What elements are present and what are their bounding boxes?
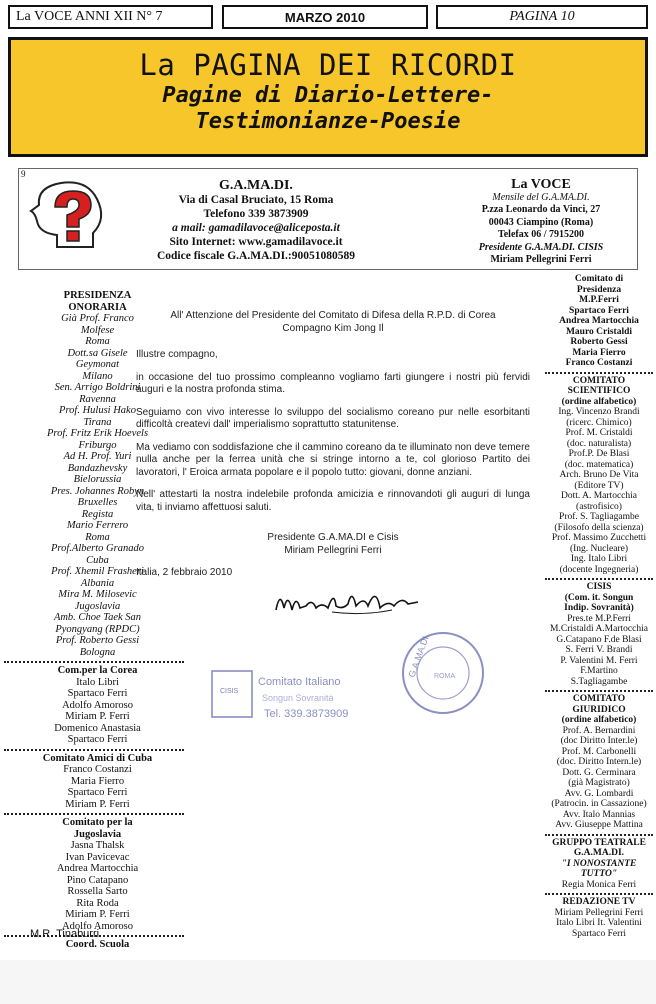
voce-president: Presidente G.A.MA.DI. CISIS <box>478 241 604 253</box>
section-heading: Indip. Sovranità) <box>564 603 634 613</box>
list-item: Spartaco Ferri <box>67 734 128 745</box>
list-item: Cuba <box>86 554 109 566</box>
voce-person: Miriam Pellegrini Ferri <box>490 254 592 265</box>
gamadi-fiscal: Codice fiscale G.A.MA.DI.:90051080589 <box>156 250 356 262</box>
card-number: 9 <box>21 169 26 179</box>
question-head-logo <box>27 177 113 251</box>
svg-text:G.A.MA.DI.: G.A.MA.DI. <box>406 632 432 679</box>
section-heading: (ordine alfabetico) <box>561 715 637 725</box>
list-item: Ad H. Prof. Yuri <box>63 451 132 462</box>
list-item: Ing. Vincenzo Brandi <box>558 407 640 417</box>
section-heading: G.A.MA.DI. <box>573 848 625 858</box>
dotted-divider <box>4 661 184 663</box>
list-item: (doc. Diritto Intern.le) <box>556 757 642 767</box>
page-subtitle-2: Testimonianze-Poesie <box>195 109 461 134</box>
section-heading: REDAZIONE TV <box>562 897 636 907</box>
list-item: (Filosofo della scienza) <box>554 522 644 533</box>
list-item: Pino Catapano <box>66 874 129 886</box>
section-heading: Com.per la Corea <box>57 665 138 676</box>
list-item: Spartaco Ferri <box>67 688 128 699</box>
list-item: Italo Libri It. Valentini <box>556 918 642 928</box>
list-item: Roma <box>85 336 110 347</box>
list-item: M.Cristaldi A.Martocchia <box>550 624 648 634</box>
dotted-divider <box>545 372 653 374</box>
list-item: Maria Fierro <box>70 775 125 787</box>
list-item: TUTTO" <box>580 869 618 879</box>
section-heading: Coord. Scuola <box>65 939 130 950</box>
list-item: Roma <box>85 531 110 543</box>
page-bottom-margin <box>0 960 656 1004</box>
section-heading: Comitato di <box>574 274 624 284</box>
list-item: (Editore TV) <box>574 480 624 491</box>
voce-info <box>451 179 631 267</box>
list-item: F.Martino <box>580 666 618 676</box>
list-item: Prof. S. Tagliagambe <box>559 512 639 522</box>
section-heading: Andrea Martocchia <box>559 316 639 326</box>
letterhead-card <box>18 168 638 270</box>
section-heading: COMITATO <box>572 375 626 386</box>
svg-text:CISIS: CISIS <box>220 688 239 695</box>
list-item: Adolfo Amoroso <box>62 920 133 932</box>
issue-text: La VOCE ANNI XII N° 7 <box>16 9 163 24</box>
list-item: (doc. naturalista) <box>566 438 632 449</box>
list-item: Dott.sa Gisele <box>67 347 128 359</box>
svg-text:Comitato Italiano: Comitato Italiano <box>258 676 341 688</box>
page-title: La PAGINA DEI RICORDI <box>139 48 517 82</box>
section-heading: Comitato Amici di Cuba <box>42 752 153 764</box>
list-item: Miriam P. Ferri <box>65 909 130 920</box>
issue-label <box>8 5 213 29</box>
list-item: Amb. Choe Taek San <box>53 612 142 623</box>
section-heading: Mauro Cristaldi <box>565 326 633 337</box>
svg-text:Tel. 339.3873909: Tel. 339.3873909 <box>264 708 349 720</box>
list-item: Bruxelles <box>77 497 118 508</box>
list-item: Pres. Johannes Robyn <box>50 485 145 497</box>
list-item: Arch. Bruno De Vita <box>559 470 639 480</box>
gamadi-name: G.A.MA.DI. <box>219 178 293 193</box>
list-item: Prof. Fritz Erik Hoevels <box>46 428 149 439</box>
list-item: Adolfo Amoroso <box>62 699 133 711</box>
list-item: (Ing. Nucleare) <box>569 543 629 554</box>
section-heading: Comitato per la <box>62 817 133 828</box>
dotted-divider <box>545 578 653 580</box>
list-item: Avv. G. Lombardi <box>564 788 634 799</box>
section-heading: SCIENTIFICO <box>567 386 631 396</box>
cisis-stamp <box>210 665 375 725</box>
voce-fax: Telefax 06 / 7915200 <box>497 229 584 240</box>
list-item: S.Tagliagambe <box>570 676 628 687</box>
list-item: Prof.Alberto Granado <box>51 543 144 554</box>
section-heading: CISIS <box>586 582 612 592</box>
list-item: P. Valentini M. Ferri <box>560 655 638 666</box>
signatory-line-1: Presidente G.A.MA.DI e Cisis <box>267 532 399 543</box>
list-item: Avv. Italo Mannias <box>562 809 636 820</box>
list-item: Spartaco Ferri <box>571 928 627 939</box>
dotted-divider <box>545 893 653 895</box>
list-item: "I NONOSTANTE <box>561 858 637 869</box>
list-item: Jasna Thalsk <box>70 840 125 851</box>
list-item: Regista <box>81 508 114 520</box>
section-heading: Franco Costanzi <box>565 358 633 368</box>
gamadi-info <box>127 179 385 263</box>
list-item: Pres.te M.P.Ferri <box>567 613 631 624</box>
section-heading: GRUPPO TEATRALE <box>552 837 646 848</box>
list-item: Spartaco Ferri <box>67 787 128 798</box>
list-item: Friburgo <box>78 439 117 451</box>
gamadi-email[interactable]: a mail: gamadilavoce@aliceposta.it <box>172 222 340 234</box>
list-item: (Patrocin. in Cassazione) <box>551 799 647 809</box>
list-item: (docente Ingegneria) <box>559 564 639 575</box>
section-heading: PRESIDENZA <box>63 290 132 301</box>
letter-attention <box>136 310 530 335</box>
list-item: Mira M. Milosevic <box>58 589 137 600</box>
list-item: Molfese <box>80 324 115 336</box>
gamadi-address: Via di Casal Bruciato, 15 Roma <box>178 194 334 206</box>
letter-place-date: Italia, 2 febbraio 2010 <box>136 567 233 578</box>
gamadi-site[interactable]: Sito Internet: www.gamadilavoce.it <box>169 236 343 248</box>
list-item: Jugoslavia <box>74 600 121 612</box>
list-item: Prof. M. Cristaldi <box>565 428 633 438</box>
section-heading: (Com. it. Songun <box>564 592 634 603</box>
list-item: (astrofisico) <box>576 501 622 512</box>
list-item: G.Catapano F.de Blasi <box>556 634 642 645</box>
page-subtitle-1: Pagine di Diario-Lettere- <box>162 83 494 108</box>
list-item: Italo Libri <box>76 676 119 688</box>
list-item: Albania <box>80 577 115 589</box>
list-item: Mario Ferrero <box>66 520 129 531</box>
dotted-divider <box>4 749 184 751</box>
gamadi-phone: Telefono 339 3873909 <box>203 208 309 220</box>
list-item: Prof. M. Carbonelli <box>561 746 637 757</box>
voce-subtitle: Mensile del G.A.MA.DI. <box>492 191 590 203</box>
list-item: Prof. Massimo Zucchetti <box>551 533 647 543</box>
letter-paragraph-1: in occasione del tuo prossimo compleanno vogliamo farti giungere i nostri più fervidi auguri e la nostra profonda stima. <box>136 371 530 395</box>
list-item: Milano <box>82 370 113 382</box>
list-item: Avv. Giuseppe Mattina <box>555 820 643 830</box>
page-label <box>436 5 648 29</box>
section-heading: Presidenza <box>576 284 622 295</box>
list-item: Bandazhevsky <box>67 462 128 474</box>
list-item: (doc. matematica) <box>564 459 634 470</box>
list-item: Tirana <box>83 416 112 428</box>
list-item: Sen. Arrigo Boldrini <box>54 382 141 393</box>
list-item: Bielorussia <box>73 474 122 485</box>
date-label <box>222 5 428 29</box>
list-item: Prof.P. De Blasi <box>568 449 630 459</box>
letter-greeting: Illustre compagno, <box>136 349 218 360</box>
list-item: Regia Monica Ferri <box>561 879 637 890</box>
attention-line-2: Compagno Kim Jong Il <box>282 322 384 334</box>
list-item: Rossella Sarto <box>67 886 128 897</box>
list-item: Prof. Hulusi Hako <box>59 405 136 416</box>
left-footer: M.R. Tinaburri <box>30 928 100 940</box>
voce-name: La VOCE <box>511 177 571 192</box>
section-heading: GIURIDICO <box>572 704 626 715</box>
letter <box>136 310 530 580</box>
section-heading: ONORARIA <box>68 301 127 313</box>
svg-text:ROMA: ROMA <box>434 673 455 680</box>
list-item: Già Prof. Franco <box>61 313 134 324</box>
signatory-line-2: Miriam Pellegrini Ferri <box>284 544 382 556</box>
handwritten-signature <box>272 584 422 620</box>
section-heading: (ordine alfabetico) <box>561 396 637 407</box>
letter-signatory <box>136 532 530 557</box>
list-item: Miriam P. Ferri <box>65 798 130 810</box>
dotted-divider <box>545 690 653 692</box>
section-heading: M.P.Ferri <box>579 295 619 305</box>
title-banner <box>8 37 648 157</box>
list-item: Dott. G. Cerminara <box>562 767 636 778</box>
page-text: PAGINA 10 <box>509 9 575 24</box>
list-item: Franco Costanzi <box>63 764 132 775</box>
voce-address: P.zza Leonardo da Vinci, 27 <box>481 204 601 215</box>
list-item: Miriam P. Ferri <box>65 711 130 722</box>
section-heading: Jugoslavia <box>73 828 122 840</box>
list-item: Pyongyang (RPDC) <box>55 623 140 635</box>
list-item: Miriam Pellegrini Ferri <box>554 907 644 918</box>
gamadi-round-stamp <box>398 628 488 718</box>
list-item: Prof. Xhemil Frasheri <box>51 566 144 577</box>
letter-paragraph-3: Ma vediamo con soddisfazione che il cammino coreano da te illuminato non deve temere nulla anche per la ferrea unità che si stringe intorno a te, col glorioso Partito dei lavoratori, l' Eroica armata popolare e il popolo tutto: giovani, donne anziani. <box>136 441 530 478</box>
section-heading: COMITATO <box>572 694 626 704</box>
list-item: Dott. A. Martocchia <box>561 491 637 501</box>
right-column <box>545 274 653 939</box>
section-heading: Maria Fierro <box>572 347 626 358</box>
list-item: Domenico Anastasia <box>54 722 141 734</box>
list-item: Ravenna <box>79 393 116 405</box>
list-item: Ing. Italo Libri <box>570 554 628 564</box>
list-item: Bologna <box>79 646 116 658</box>
list-item: Andrea Martocchia <box>56 863 139 874</box>
letter-paragraph-4: Nell' attestarti la nostra indelebile profonda amicizia e rinnovandoti gli auguri di lunga vita, ti inviamo affettuosi saluti. <box>136 489 530 513</box>
dotted-divider <box>545 834 653 836</box>
dotted-divider <box>4 813 184 815</box>
list-item: Geymonat <box>75 359 120 370</box>
list-item: Rita Roda <box>76 897 119 909</box>
list-item: (ricerc. Chimico) <box>566 417 632 428</box>
list-item: Ivan Pavicevac <box>65 851 130 863</box>
letter-paragraph-2: Seguiamo con vivo interesse lo sviluppo del socialismo coreano pur nelle esorbitanti difficoltà createvi dall' imperialismo soprattutto statunitense. <box>136 406 530 430</box>
voce-city: 00043 Ciampino (Roma) <box>488 216 594 228</box>
date-text: MARZO 2010 <box>284 9 366 25</box>
list-item: (già Magistrato) <box>568 778 630 788</box>
attention-line-1: All' Attenzione del Presidente del Comitato di Difesa della R.P.D. di Corea <box>170 310 496 321</box>
section-heading: Spartaco Ferri <box>569 305 629 316</box>
list-item: Prof. A. Bernardini <box>562 725 636 736</box>
list-item: S. Ferri V. Brandi <box>565 645 633 655</box>
svg-text:Songun Sovranità: Songun Sovranità <box>262 693 334 703</box>
list-item: Prof. Roberto Gessi <box>55 635 140 646</box>
list-item: (doc Diritto Inter.le) <box>560 736 638 746</box>
section-heading: Roberto Gessi <box>570 337 628 347</box>
